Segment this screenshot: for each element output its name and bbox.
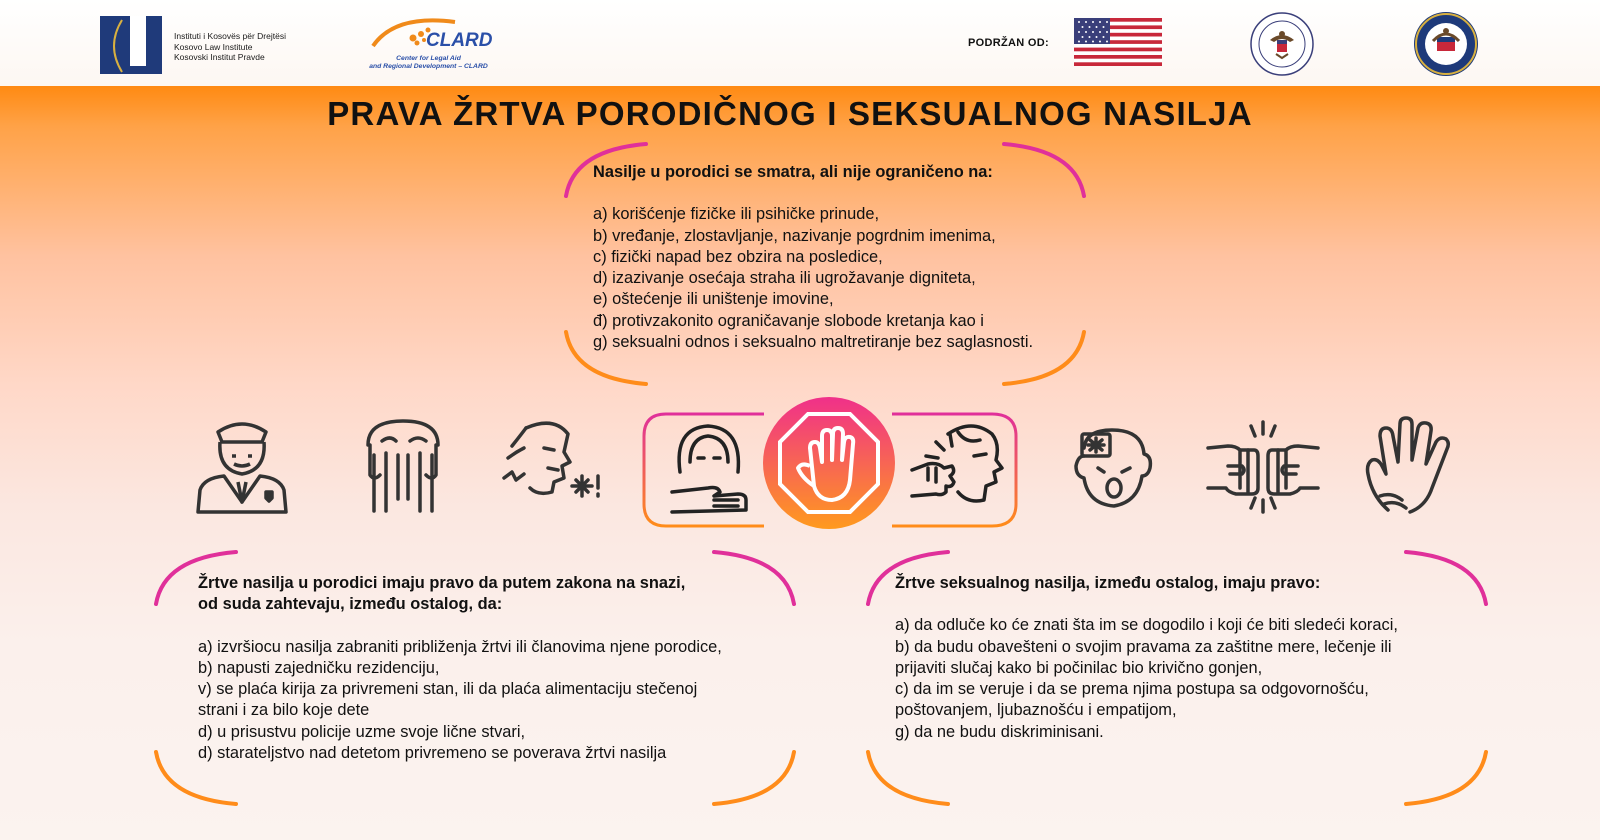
- page-title: PRAVA ŽRTVA PORODIČNOG I SEKSUALNOG NASILJA: [327, 95, 1253, 132]
- list-item: v) se plaća kirija za privremeni stan, ili da plaća alimentaciju stečenoj: [198, 680, 698, 699]
- list-item: đ) protivzakonito ograničavanje slobode kretanja kao i: [593, 311, 984, 330]
- list-item: g) da ne budu diskriminisani.: [895, 722, 1104, 741]
- right-box-arc-bottom-left: [862, 748, 952, 808]
- domestic-violence-rights-heading: Žrtve nasilja u porodici imaju pravo da putem zakona na snazi, od suda zahtevaju, između ostalog, da:: [198, 574, 686, 614]
- shouting-person-icon: [502, 418, 602, 510]
- us-embassy-seal-icon: [1250, 12, 1314, 76]
- clard-subtitle: Center for Legal Aid and Regional Development – CLARD: [369, 55, 488, 70]
- crying-face-icon: [360, 415, 446, 515]
- us-flag-icon: [1074, 18, 1162, 66]
- list-item: prijaviti slučaj kako bi počinilac bio krivično gonjen,: [895, 658, 1263, 677]
- list-item: b) vređanje, zlostavljanje, nazivanje pogrdnim imenima,: [593, 226, 996, 245]
- list-item: a) da odluče ko će znati šta im se dogodilo i koji će biti sledeći koraci,: [895, 616, 1398, 635]
- right-box-arc-top-right: [1402, 548, 1492, 608]
- list-item: b) da budu obavešteni o svojim pravama za zaštitne mere, lečenje ili: [895, 637, 1392, 656]
- violence-definition-box: [593, 162, 1033, 353]
- fist-bump-icon: [1206, 420, 1320, 514]
- list-item: d) izazivanje osećaja straha ili ugrožavanje digniteta,: [593, 269, 976, 288]
- right-box-arc-bottom-right: [1402, 748, 1492, 808]
- hurt-child-icon: [1072, 424, 1156, 514]
- list-item: c) da im se veruje i da se prema njima postupa sa odgovornošću,: [895, 680, 1369, 699]
- list-item: e) oštećenje ili uništenje imovine,: [593, 290, 834, 309]
- list-item: g) seksualni odnos i seksualno maltretiranje bez saglasnosti.: [593, 333, 1034, 352]
- supported-by-label: PODRŽAN OD:: [968, 37, 1049, 49]
- clard-name: CLARD: [426, 30, 493, 51]
- raised-hand-icon: [1362, 416, 1452, 518]
- list-item: d) starateljstvo nad detetom privremeno se poverava žrtvi nasilja: [198, 744, 667, 763]
- stop-hand-icon: [762, 396, 896, 530]
- punched-face-icon: [908, 420, 1008, 512]
- list-item: a) izvršiocu nasilja zabraniti približenja žrtvi ili članovima njene porodice,: [198, 637, 722, 656]
- violence-definition-heading: Nasilje u porodici se smatra, ali nije ograničeno na:: [593, 163, 993, 181]
- doj-seal-icon: [1413, 11, 1479, 77]
- left-box-arc-bottom-right: [710, 748, 800, 808]
- list-item: b) napusti zajedničku rezidenciju,: [198, 658, 440, 677]
- list-item: strani i za bilo koje dete: [198, 701, 370, 720]
- left-box-arc-top-right: [710, 548, 800, 608]
- list-item: c) fizički napad bez obzira na posledice,: [593, 247, 883, 266]
- domestic-violence-rights-box: [198, 573, 722, 764]
- list-item: a) korišćenje fizičke ili psihičke prinude,: [593, 205, 880, 224]
- covered-mouth-icon: [668, 422, 754, 516]
- kli-logo: [100, 16, 162, 74]
- list-item: d) u prisustvu policije uzme svoje lične stvari,: [198, 722, 526, 741]
- sexual-violence-rights-box: [895, 573, 1398, 743]
- header-bar: [0, 0, 1600, 86]
- list-item: poštovanjem, ljubaznošću i empatijom,: [895, 701, 1177, 720]
- police-officer-icon: [190, 412, 294, 516]
- kli-name-text: Instituti i Kosovës për Drejtësi Kosovo Law Institute Kosovski Institut Pravde: [174, 31, 286, 62]
- sexual-violence-rights-heading: Žrtve seksualnog nasilja, između ostalog, imaju pravo:: [895, 574, 1321, 592]
